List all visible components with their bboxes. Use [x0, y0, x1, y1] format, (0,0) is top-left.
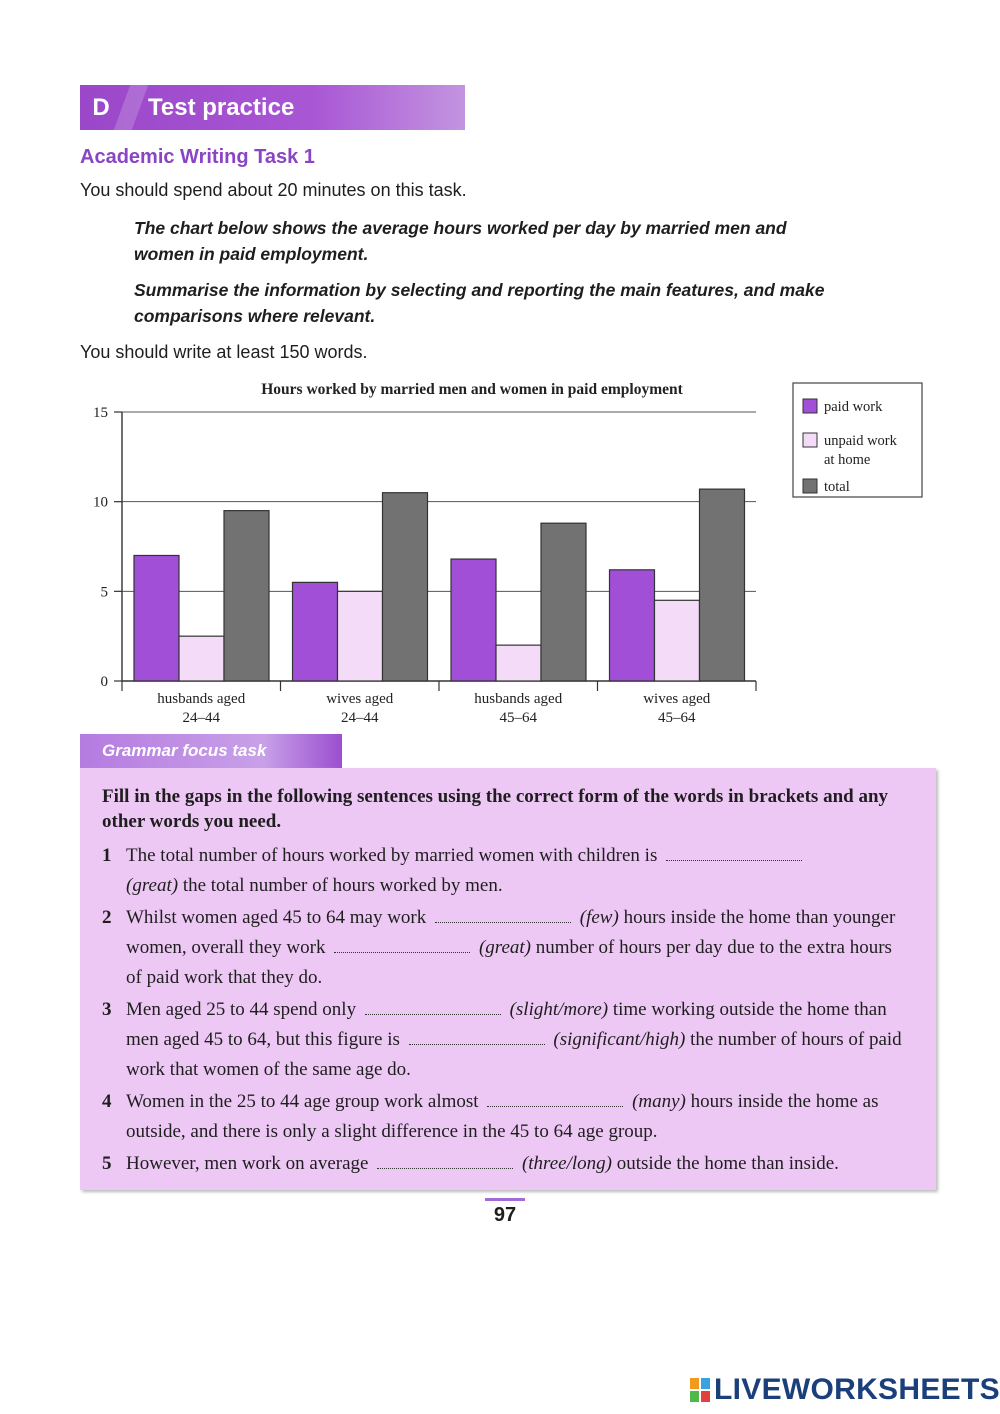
- x-tick-label: 24–44: [182, 710, 220, 726]
- exercise-text-part: hours inside the home as outside, and there is only a slight difference in the 45 to 64 age group.: [126, 1091, 879, 1142]
- exercise-text: [126, 841, 910, 901]
- bar-unpaid-work-at-home: [179, 636, 224, 681]
- exercise-text-part: number of hours per day due to the extra hours of paid work that they do.: [126, 937, 892, 988]
- exercise-text-part: outside the home than inside.: [616, 1153, 839, 1174]
- x-tick-label: 45–64: [499, 710, 537, 726]
- word-count-note: You should write at least 150 words.: [80, 342, 368, 362]
- bar-paid-work: [610, 570, 655, 681]
- time-note: You should spend about 20 minutes on this task.: [80, 180, 467, 200]
- bar-total: [383, 493, 428, 681]
- answer-gap[interactable]: [377, 1154, 513, 1169]
- exercise-hint: (great): [478, 937, 532, 958]
- bar-total: [541, 523, 586, 681]
- x-tick-label: wives aged: [643, 691, 711, 707]
- exercise-number: 5: [102, 1153, 112, 1174]
- legend-swatch: [803, 479, 817, 493]
- task-heading: Academic Writing Task 1: [80, 146, 315, 168]
- exercise-text: [126, 1087, 910, 1147]
- exercise-hint: (slight/more): [509, 999, 609, 1020]
- exercise-text: [126, 995, 910, 1085]
- y-tick-label: 0: [100, 674, 108, 690]
- exercise-item: [102, 903, 910, 993]
- exercise-hint: (few): [579, 907, 619, 928]
- answer-gap[interactable]: [666, 846, 802, 861]
- exercise-text-part: Women in the 25 to 44 age group work almost: [126, 1091, 479, 1112]
- exercise-text-part: However, men work on average: [126, 1153, 369, 1174]
- section-title: Test practice: [148, 93, 295, 121]
- exercise-text-part: Men aged 25 to 44 spend only: [126, 999, 357, 1020]
- exercise-text-part: Whilst women aged 45 to 64 may work: [126, 907, 427, 928]
- y-tick-label: 10: [93, 494, 108, 511]
- grammar-instruction: Fill in the gaps in the following sentences using the correct form of the words in brackets and any other words you need.: [102, 786, 889, 832]
- exercise-number: 2: [102, 907, 112, 928]
- exercise-number: 3: [102, 999, 112, 1020]
- bar-paid-work: [293, 582, 338, 681]
- exercise-text-part: time working outside the home than men aged 45 to 64, but this figure is: [126, 999, 887, 1050]
- y-tick-label: 5: [100, 584, 108, 601]
- answer-gap[interactable]: [487, 1092, 623, 1107]
- liveworksheets-logo[interactable]: [690, 1373, 1000, 1407]
- bar-paid-work: [451, 559, 496, 681]
- legend-label: total: [824, 479, 850, 495]
- exercise-text-part: hours inside the home than younger women, overall they work: [126, 907, 896, 958]
- bar-paid-work: [134, 555, 179, 681]
- bar-chart: [80, 370, 940, 735]
- section-letter: D: [92, 93, 110, 121]
- task-prompt-2: Summarise the information by selecting and reporting the main features, and make comparisons where relevant.: [134, 280, 825, 326]
- exercise-text: [126, 1149, 910, 1179]
- exercise-item: [102, 1149, 910, 1179]
- x-tick-label: husbands aged: [157, 691, 246, 707]
- x-tick-label: 45–64: [658, 710, 696, 726]
- chart-title: Hours worked by married men and women in paid employment: [261, 381, 683, 398]
- exercise-hint: (many): [632, 1091, 686, 1112]
- exercise-item: [102, 995, 910, 1085]
- x-tick-label: husbands aged: [474, 691, 563, 707]
- bar-unpaid-work-at-home: [655, 600, 700, 681]
- liveworksheets-logo-icon: [690, 1378, 710, 1402]
- exercise-item: [102, 1087, 910, 1147]
- bar-total: [700, 489, 745, 681]
- exercise-text-part: the total number of hours worked by men.: [182, 875, 503, 896]
- answer-gap[interactable]: [334, 938, 470, 953]
- exercise-text-part: The total number of hours worked by married women with children is: [126, 845, 658, 866]
- liveworksheets-wordmark: LIVEWORKSHEETS: [714, 1373, 1000, 1406]
- page-number: 97: [485, 1198, 525, 1227]
- y-tick-label: 15: [93, 405, 108, 421]
- exercise-hint: (significant/high): [553, 1029, 686, 1050]
- exercise-hint: (great): [126, 875, 179, 896]
- grammar-focus-box: [80, 768, 936, 1190]
- answer-gap[interactable]: [435, 908, 571, 923]
- bar-unpaid-work-at-home: [496, 645, 541, 681]
- exercise-item: [102, 841, 910, 901]
- exercise-number: 4: [102, 1091, 112, 1112]
- exercise-number: 1: [102, 845, 112, 866]
- legend-swatch: [803, 433, 817, 447]
- exercise-text: [126, 903, 910, 993]
- legend-swatch: [803, 399, 817, 413]
- task-prompt-1: The chart below shows the average hours worked per day by married men and women in paid employment.: [134, 218, 787, 264]
- section-banner: [80, 85, 465, 130]
- legend-label: at home: [824, 452, 871, 468]
- bar-unpaid-work-at-home: [338, 591, 383, 681]
- answer-gap[interactable]: [409, 1030, 545, 1045]
- exercise-text-part: the number of hours of paid work that women of the same age do.: [126, 1029, 902, 1080]
- answer-gap[interactable]: [365, 1000, 501, 1015]
- x-tick-label: 24–44: [341, 710, 379, 726]
- exercise-hint: (three/long): [521, 1153, 612, 1174]
- bar-total: [224, 511, 269, 681]
- legend-label: paid work: [824, 399, 883, 415]
- x-tick-label: wives aged: [326, 691, 394, 707]
- grammar-focus-tab: Grammar focus task: [80, 734, 342, 768]
- legend-label: unpaid work: [824, 433, 897, 449]
